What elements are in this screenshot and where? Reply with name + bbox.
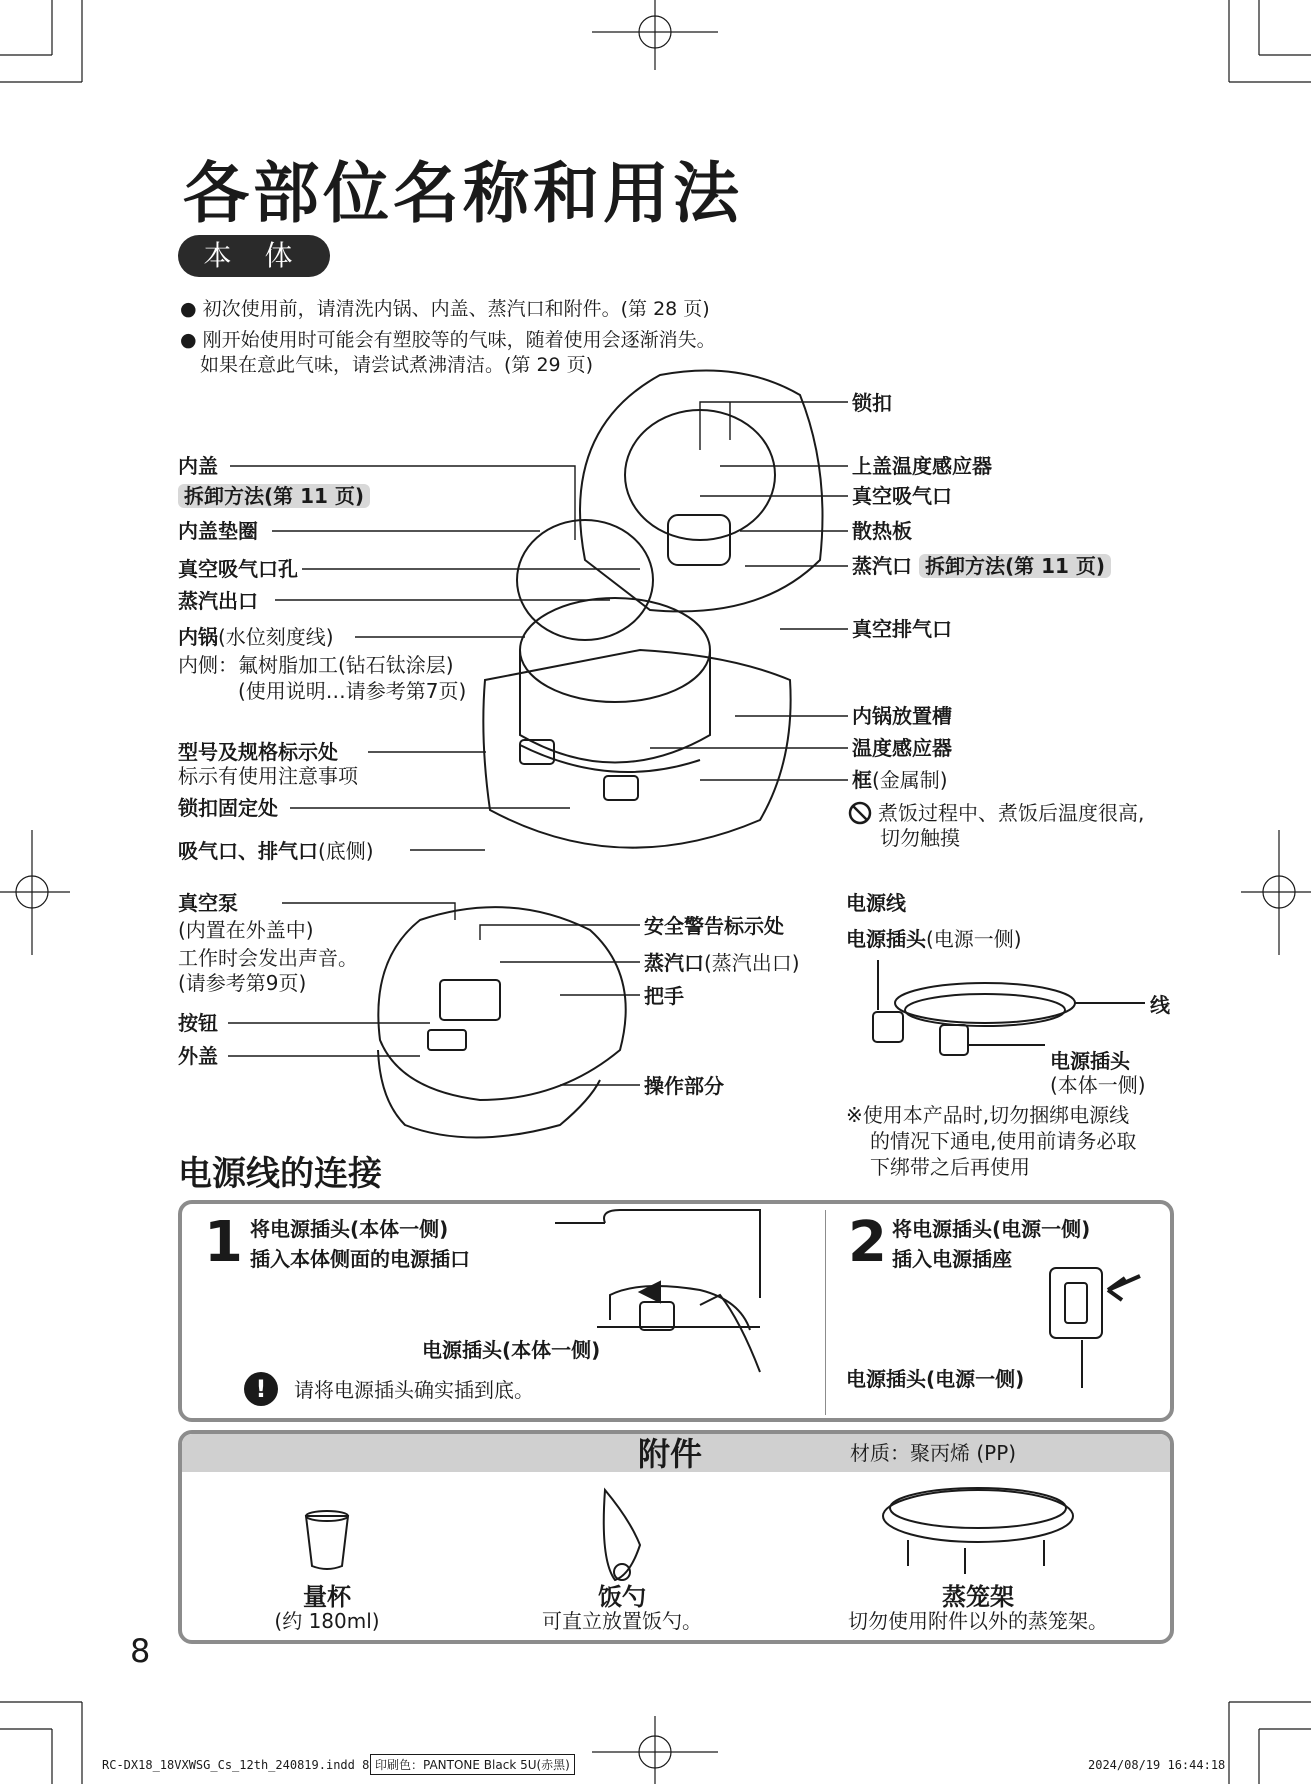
label-model-spec: 型号及规格标示处 bbox=[178, 740, 338, 764]
accessory-rice-paddle: 饭勺 可直立放置饭勺。 bbox=[542, 1583, 702, 1633]
step2-line2: 插入电源插座 bbox=[892, 1247, 1012, 1271]
page-number: 8 bbox=[130, 1632, 151, 1670]
label-steam-port: 蒸汽口 拆卸方法(第 11 页) bbox=[852, 553, 1111, 579]
label-inner-lid-removal: 拆卸方法(第 11 页) bbox=[178, 483, 370, 509]
note-odor: ● 刚开始使用时可能会有塑胶等的气味，随着使用会逐渐消失。 bbox=[180, 329, 716, 351]
accessory-measuring-cup: 量杯 (约 180ml) bbox=[274, 1583, 380, 1633]
note-first-use: ● 初次使用前，请清洗内锅、内盖、蒸汽口和附件。(第 28 页) bbox=[180, 298, 710, 320]
label-temp-sensor: 温度感应器 bbox=[852, 736, 952, 760]
power-cord-illustration bbox=[873, 960, 1145, 1055]
footer-file: RC-DX18_18VXWSG_Cs_12th_240819.indd 8 bbox=[102, 1758, 370, 1772]
label-buttons: 按钮 bbox=[178, 1011, 218, 1035]
label-wire: 线 bbox=[1150, 993, 1170, 1017]
section-badge-body: 本 体 bbox=[178, 235, 330, 277]
label-inner-pot: 内锅(水位刻度线) bbox=[178, 625, 334, 649]
cord-note-3: 下绑带之后再使用 bbox=[870, 1155, 1030, 1179]
step1-line2: 插入本体侧面的电源插口 bbox=[250, 1247, 470, 1271]
warning-hot-surface: 煮饭过程中、煮饭后温度很高, bbox=[878, 801, 1145, 825]
label-plug-body-sub: (本体一侧) bbox=[1050, 1073, 1146, 1097]
label-inner-lid: 内盖 bbox=[178, 454, 218, 478]
label-steam-port-lower: 蒸汽口(蒸汽出口) bbox=[644, 951, 800, 975]
page-title: 各部位名称和用法 bbox=[183, 155, 743, 232]
label-vacuum-pump: 真空泵 bbox=[178, 891, 238, 915]
label-outer-lid: 外盖 bbox=[178, 1044, 218, 1068]
footer-timestamp: 2024/08/19 16:44:18 bbox=[1088, 1758, 1226, 1772]
rice-cooker-open-illustration bbox=[483, 371, 822, 848]
step2-number: 2 bbox=[848, 1210, 887, 1275]
label-lid-temp-sensor: 上盖温度感应器 bbox=[852, 454, 992, 478]
label-vacuum-pump-sub2: 工作时会发出声音。 bbox=[178, 946, 358, 970]
step1-callout: 电源插头(本体一侧) bbox=[422, 1338, 601, 1362]
label-inner-pot-manual: (使用说明…请参考第7页) bbox=[238, 679, 467, 703]
label-inner-lid-gasket: 内盖垫圈 bbox=[178, 519, 258, 543]
accessory-steam-rack: 蒸笼架 切勿使用附件以外的蒸笼架。 bbox=[848, 1583, 1108, 1633]
label-vacuum-pump-sub1: (内置在外盖中) bbox=[178, 918, 314, 942]
label-control-panel: 操作部分 bbox=[644, 1074, 724, 1098]
cord-note-2: 的情况下通电,使用前请务必取 bbox=[870, 1129, 1137, 1153]
label-intake-exhaust: 吸气口、排气口(底侧) bbox=[178, 839, 374, 863]
note-odor-tip: 如果在意此气味，请尝试煮沸清洁。(第 29 页) bbox=[200, 354, 594, 376]
label-vacuum-intake: 真空吸气口 bbox=[852, 484, 952, 508]
label-safety-warning: 安全警告标示处 bbox=[644, 914, 784, 938]
label-steam-outlet: 蒸汽出口 bbox=[178, 589, 258, 613]
label-vacuum-exhaust: 真空排气口 bbox=[852, 617, 952, 641]
label-vacuum-pump-sub3: (请参考第9页) bbox=[178, 971, 307, 995]
label-frame: 框(金属制) bbox=[852, 768, 948, 792]
label-inner-pot-inside: 内侧：氟树脂加工(钻石钛涂层) bbox=[178, 653, 454, 677]
label-plug-body: 电源插头 bbox=[1050, 1049, 1130, 1073]
footer-print-color: 印刷色：PANTONE Black 5U(赤黑) bbox=[370, 1754, 575, 1775]
step1-warning: 请将电源插头确实插到底。 bbox=[294, 1378, 534, 1402]
exclamation-icon: ! bbox=[244, 1372, 278, 1406]
cord-title: 电源线 bbox=[846, 891, 906, 915]
label-plug-mains: 电源插头(电源一侧) bbox=[846, 927, 1022, 951]
cord-note-1: ※使用本产品时,切勿捆绑电源线 bbox=[846, 1103, 1130, 1127]
label-handle: 把手 bbox=[644, 984, 684, 1008]
connection-heading: 电源线的连接 bbox=[178, 1154, 382, 1194]
label-latch-fixing: 锁扣固定处 bbox=[178, 796, 278, 820]
step2-callout: 电源插头(电源一侧) bbox=[846, 1367, 1025, 1391]
connection-divider bbox=[825, 1210, 826, 1415]
label-heat-plate: 散热板 bbox=[852, 519, 912, 543]
label-model-spec-sub: 标示有使用注意事项 bbox=[178, 764, 358, 788]
step1-line1: 将电源插头(本体一侧) bbox=[250, 1217, 449, 1241]
label-vacuum-intake-hole: 真空吸气口孔 bbox=[178, 557, 298, 581]
label-pot-slot: 内锅放置槽 bbox=[852, 704, 952, 728]
step2-line1: 将电源插头(电源一侧) bbox=[892, 1217, 1091, 1241]
step1-number: 1 bbox=[204, 1210, 243, 1275]
accessories-material: 材质：聚丙烯 (PP) bbox=[850, 1441, 1017, 1465]
label-latch: 锁扣 bbox=[852, 391, 892, 415]
warning-hot-surface-2: 切勿触摸 bbox=[880, 826, 960, 850]
accessories-heading: 附件 bbox=[638, 1435, 703, 1473]
